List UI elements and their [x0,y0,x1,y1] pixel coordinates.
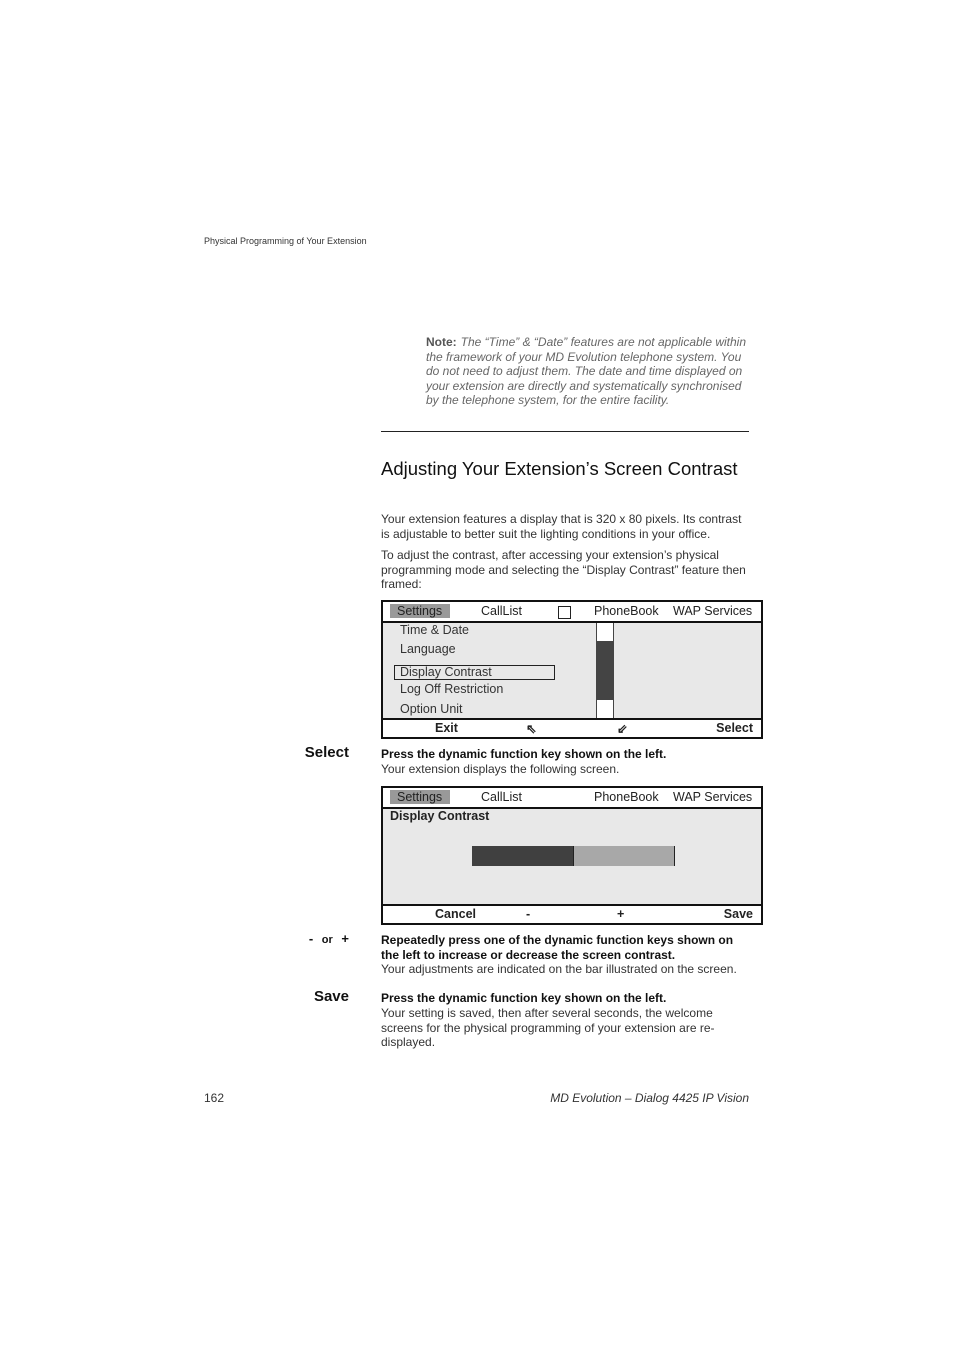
footer-title: MD Evolution – Dialog 4425 IP Vision [550,1091,749,1105]
tab-bar [383,788,761,809]
tab-settings[interactable]: Settings [390,790,450,804]
section-divider [381,431,749,432]
step-3-instruction: Press the dynamic function key shown on the left. [381,991,667,1005]
screen-title: Display Contrast [390,809,490,823]
tab-calllist[interactable]: CallList [481,790,522,804]
step-2-result: Your adjustments are indicated on the bar illustrated on the screen. [381,962,737,976]
note-box [426,335,756,408]
cancel-softkey[interactable]: Cancel [435,907,476,921]
tab-wap-services[interactable]: WAP Services [673,790,753,804]
phone-screen-menu [381,600,763,739]
step-3-result: Your setting is saved, then after several seconds, the welcome screens for the physical programming of your extension are re-displayed. [381,1006,715,1049]
or-label: or [321,934,333,946]
step-2-instruction: Repeatedly press one of the dynamic function keys shown on the left to increase or decrease the screen contrast. [381,933,734,962]
section-title: Adjusting Your Extension’s Screen Contrast [381,458,738,479]
plus-softkey[interactable]: + [617,907,625,921]
running-head: Physical Programming of Your Extension [204,236,367,246]
arrow-down-left-icon[interactable]: ⇙ [617,722,628,736]
menu-item-log-off-restriction[interactable]: Log Off Restriction [400,682,504,696]
menu-item-display-contrast[interactable]: Display Contrast [394,665,555,680]
scrollbar[interactable] [596,623,614,719]
tab-wap-services[interactable]: WAP Services [673,604,753,618]
square-icon [558,606,571,619]
contrast-bar-fill [472,846,574,866]
note-label: Note: [426,335,457,349]
intro-paragraph-2: To adjust the contrast, after accessing your extension’s physical programming mode and selecting the “Display Contrast” feature then framed: [381,548,746,591]
menu-item-option-unit[interactable]: Option Unit [400,702,463,716]
tab-phonebook[interactable]: PhoneBook [594,790,659,804]
tab-calllist[interactable]: CallList [481,604,522,618]
step-1-instruction: Press the dynamic function key shown on the left. [381,747,667,761]
plus-key-label: + [341,931,349,946]
minus-key-label: - [308,931,314,946]
tab-bar [383,602,761,623]
softkey-bar [383,904,761,923]
minus-softkey[interactable]: - [526,907,531,921]
step-key-minus-or-plus [309,931,349,946]
note-text: The “Time” & “Date” features are not applicable within the framework of your MD Evolution telephone system. You do not need to adjust them. The date and time displayed on your extension are directly and systematically synchronised by the telephone system, for the entire facility. [426,335,747,407]
tab-settings[interactable]: Settings [390,604,450,618]
scrollbar-thumb[interactable] [597,641,613,700]
save-softkey[interactable]: Save [723,907,753,921]
select-softkey[interactable]: Select [716,721,753,735]
step-key-select: Select [304,744,349,761]
menu-item-time-date[interactable]: Time & Date [400,623,470,637]
arrow-up-left-icon[interactable]: ⇖ [526,722,537,736]
intro-paragraph-1: Your extension features a display that is 320 x 80 pixels. Its contrast is adjustable to better suit the lighting conditions in your office. [381,512,742,541]
step-key-save: Save [313,988,349,1005]
contrast-bar [472,846,675,866]
step-1-result: Your extension displays the following screen. [381,762,620,776]
softkey-bar [383,718,761,737]
exit-softkey[interactable]: Exit [435,721,458,735]
menu-item-language[interactable]: Language [400,642,456,656]
tab-phonebook[interactable]: PhoneBook [594,604,659,618]
page-number: 162 [204,1091,225,1105]
phone-screen-contrast [381,786,763,925]
